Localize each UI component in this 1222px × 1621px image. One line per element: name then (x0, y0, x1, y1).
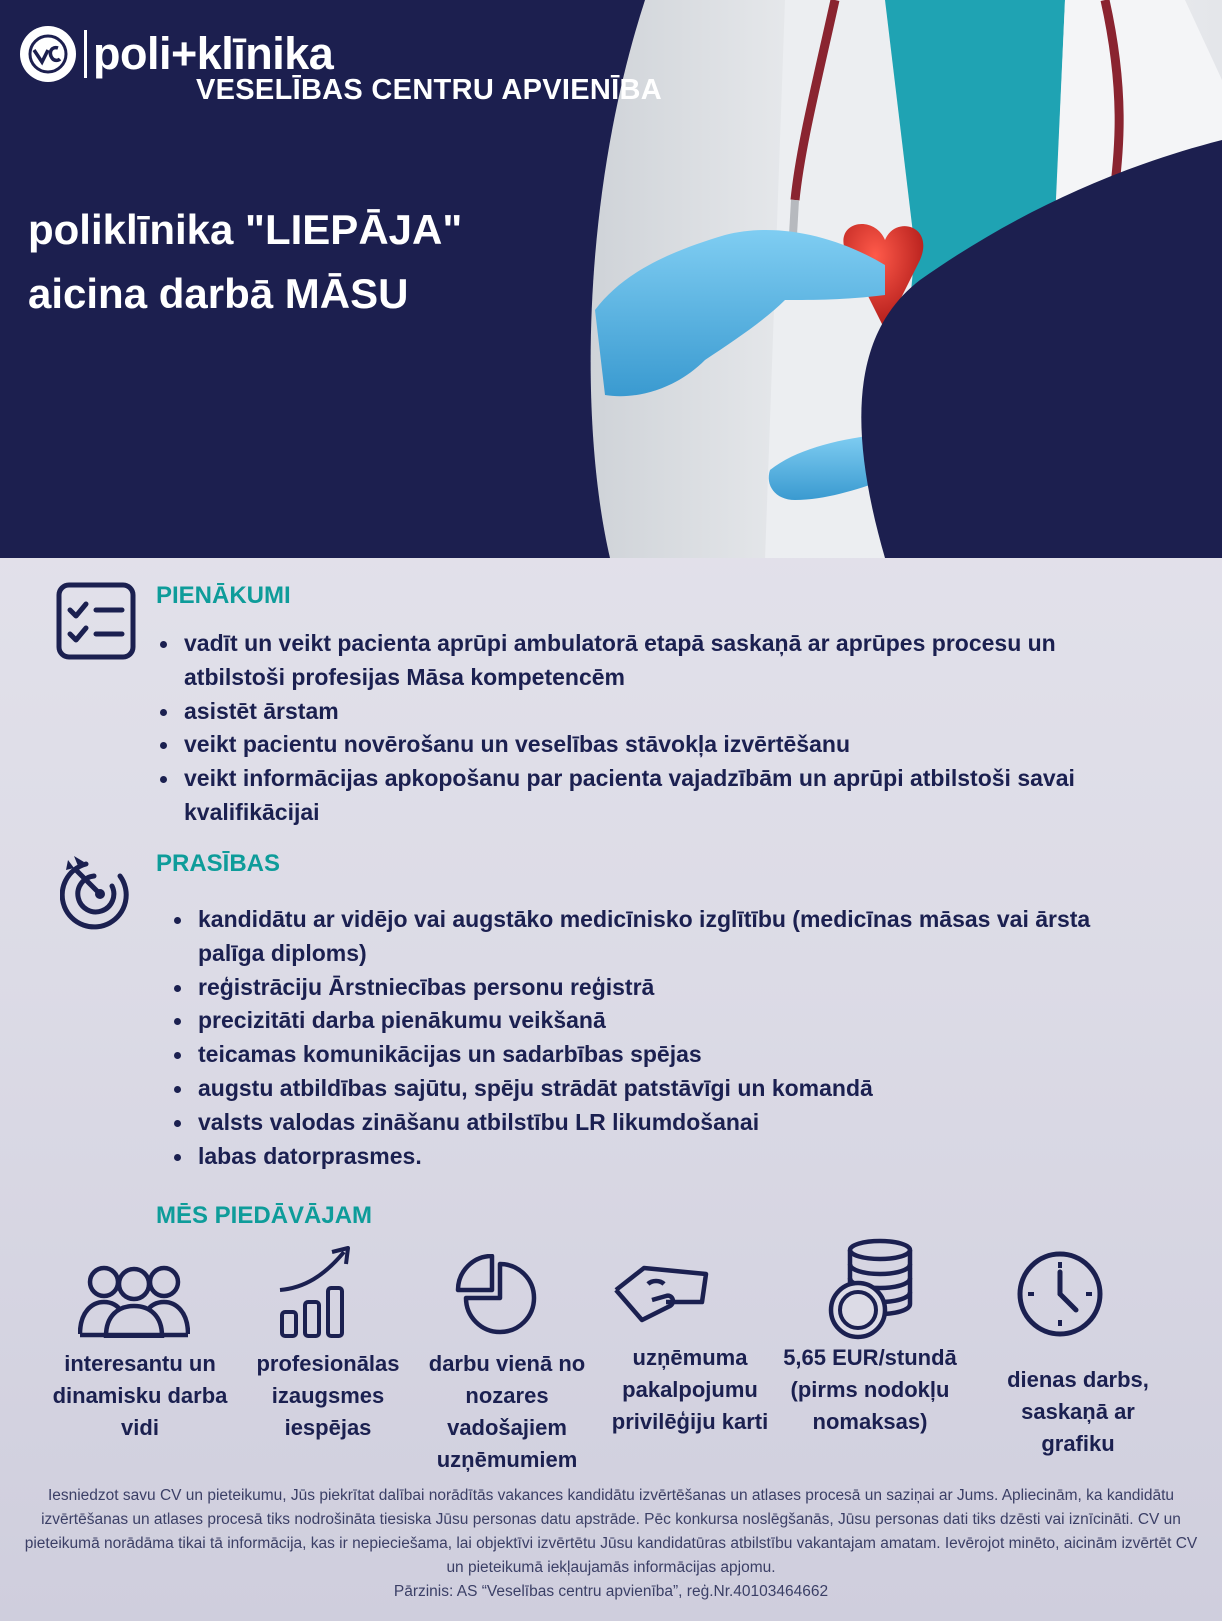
target-icon (60, 854, 138, 936)
list-item: augstu atbildības sajūtu, spēju strādāt patstāvīgi un komandā (170, 1072, 1150, 1106)
list-item: labas datorprasmes. (170, 1140, 1150, 1174)
privacy-note-text: Iesniedzot savu CV un pieteikumu, Jūs piekrītat dalībai norādītās vakances kandidātu izvērtēšanas un atlases procesā un saziņai ar Jums. Apliecinām, ka kandidātu izvērtēšanas un atlases procesā tiks nodrošināta tiesiska Jūsu personas datu apstrāde. Pēc konkursa noslēgšanās, Jūsu personas dati tiks dzēsti vai iznīcināti. CV un pieteikumā norādāma tikai tā informācija, kas ir nepieciešama, lai objektīvi izvērtētu Jūsu kandidatūras atbilstību vakantajam amatam. Ievērojot minēto, aicinām izvērtēt CV un pieteikumā iekļaujamās informācijas apjomu. (24, 1487, 1198, 1576)
list-item: teicamas komunikācijas un sadarbības spējas (170, 1038, 1150, 1072)
hero-banner (0, 0, 1222, 558)
title-line-1: poliklīnika "LIEPĀJA" (28, 206, 463, 253)
clock-icon (1016, 1250, 1104, 1342)
offer-text: 5,65 EUR/stundā (pirms nodokļu nomaksas) (783, 1345, 957, 1434)
list-item: kandidātu ar vidējo vai augstāko medicīnisko izglītību (medicīnas māsas vai ārsta palīga diploms) (170, 903, 1150, 971)
vca-logo-icon (20, 26, 76, 82)
offers-title: MĒS PIEDĀVĀJAM (156, 1202, 373, 1229)
data-controller-text: Pārzinis: AS “Veselības centru apvienība”, reģ.Nr.40103464662 (393, 1583, 829, 1600)
list-item: asistēt ārstam (156, 695, 1156, 729)
duties-title: PIENĀKUMI (156, 582, 291, 609)
checklist-icon (56, 582, 136, 664)
privacy-note (20, 1484, 1202, 1604)
list-item: veikt pacientu novērošanu un veselības stāvokļa izvērtēšanu (156, 728, 1156, 762)
duties-list (156, 627, 1156, 830)
logo-subtitle: VESELĪBAS CENTRU APVIENĪBA (196, 74, 662, 106)
offer-text: darbu vienā no nozares vadošajiem uzņēmumiem (428, 1351, 586, 1472)
list-item: valsts valodas zināšanu atbilstību LR likumdošanai (170, 1106, 1150, 1140)
requirements-title: PRASĪBAS (156, 850, 281, 877)
list-item: precizitāti darba pienākumu veikšanā (170, 1004, 1150, 1038)
logo-divider (84, 30, 87, 78)
title-line-2: aicina darbā MĀSU (28, 270, 409, 317)
logo-text: poli+klīnika (93, 28, 334, 79)
list-item: reģistrāciju Ārstniecības personu reģistrā (170, 971, 1150, 1005)
card-hand-icon (612, 1262, 710, 1332)
pie-chart-icon (454, 1254, 538, 1342)
list-item: vadīt un veikt pacienta aprūpi ambulatorā etapā saskaņā ar aprūpes procesu un atbilstoši profesijas Māsa kompetencēm (156, 627, 1156, 695)
list-item: veikt informācijas apkopošanu par pacienta vajadzībām un aprūpi atbilstoši savai kvalifikācijai (156, 762, 1156, 830)
offer-text: profesionālas izaugsmes iespējas (256, 1351, 400, 1440)
page-title (28, 198, 588, 326)
growth-chart-icon (278, 1246, 354, 1342)
offer-text: uzņēmuma pakalpojumu privilēģiju karti (611, 1345, 769, 1434)
requirements-list (170, 903, 1150, 1173)
offer-text: dienas darbs, saskaņā ar grafiku (1007, 1367, 1149, 1456)
team-icon (78, 1262, 190, 1342)
offer-text: interesantu un dinamisku darba vidi (52, 1351, 228, 1440)
doctor-photo (585, 0, 1222, 558)
coins-icon (828, 1238, 920, 1346)
